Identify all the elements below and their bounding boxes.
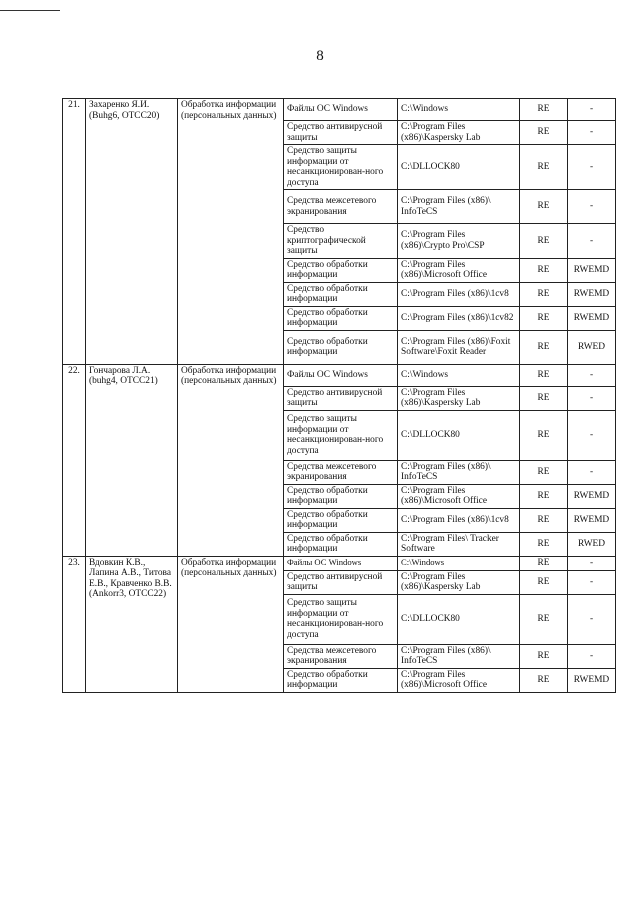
access-rights-user: RWED bbox=[568, 330, 616, 364]
resource-type: Файлы ОС Windows bbox=[284, 99, 398, 121]
resource-path: C:\Program Files (x86)\Microsoft Office bbox=[398, 258, 520, 282]
user-name: Захаренко Я.И. (Buhg6, OTCC20) bbox=[86, 99, 178, 365]
access-rights-user: - bbox=[568, 99, 616, 121]
access-rights-system: RE bbox=[520, 508, 568, 532]
resource-path: C:\Windows bbox=[398, 99, 520, 121]
access-rights-system: RE bbox=[520, 556, 568, 570]
header-rule bbox=[0, 10, 60, 11]
resource-path: C:\Program Files (x86)\Crypto Pro\CSP bbox=[398, 224, 520, 259]
access-rights-system: RE bbox=[520, 460, 568, 484]
access-rights-user: RWED bbox=[568, 532, 616, 556]
access-rights-system: RE bbox=[520, 484, 568, 508]
resource-type: Средство антивирусной защиты bbox=[284, 570, 398, 594]
access-rights-user: - bbox=[568, 145, 616, 190]
resource-path: C:\Program Files (x86)\ InfoTeCS bbox=[398, 190, 520, 224]
resource-type: Средство обработки информации bbox=[284, 306, 398, 330]
resource-path: C:\Program Files (x86)\Kaspersky Lab bbox=[398, 570, 520, 594]
resource-path: C:\Windows bbox=[398, 364, 520, 386]
access-rights-system: RE bbox=[520, 121, 568, 145]
resource-type: Средство обработки информации bbox=[284, 532, 398, 556]
resource-type: Средство антивирусной защиты bbox=[284, 386, 398, 410]
access-rights-system: RE bbox=[520, 410, 568, 460]
processing-purpose: Обработка информации (персональных данных) bbox=[178, 556, 284, 692]
resource-path: C:\Windows bbox=[398, 556, 520, 570]
access-rights-user: - bbox=[568, 190, 616, 224]
resource-type: Средство обработки информации bbox=[284, 258, 398, 282]
resource-path: C:\Program Files (x86)\ InfoTeCS bbox=[398, 460, 520, 484]
resource-path: C:\DLLOCK80 bbox=[398, 145, 520, 190]
table-row bbox=[63, 556, 616, 570]
access-rights-system: RE bbox=[520, 282, 568, 306]
access-rights-user: - bbox=[568, 594, 616, 644]
row-number: 22. bbox=[63, 364, 86, 556]
resource-path: C:\DLLOCK80 bbox=[398, 594, 520, 644]
resource-path: C:\Program Files\ Tracker Software bbox=[398, 532, 520, 556]
access-rights-system: RE bbox=[520, 224, 568, 259]
access-rights-system: RE bbox=[520, 364, 568, 386]
access-rights-user: - bbox=[568, 570, 616, 594]
resource-type: Файлы ОС Windows bbox=[284, 556, 398, 570]
row-number: 21. bbox=[63, 99, 86, 365]
access-rights-system: RE bbox=[520, 145, 568, 190]
resource-type: Средство обработки информации bbox=[284, 508, 398, 532]
resource-type: Средство криптографической защиты bbox=[284, 224, 398, 259]
row-number: 23. bbox=[63, 556, 86, 692]
resource-type: Средства межсетевого экранирования bbox=[284, 190, 398, 224]
user-name: Вдовкин К.В., Лапина А.В., Титова Е.В., Кравченко В.В. (Ankorr3, OTCC22) bbox=[86, 556, 178, 692]
resource-type: Средство защиты информации от несанкционирован-ного доступа bbox=[284, 410, 398, 460]
resource-path: C:\Program Files (x86)\Foxit Software\Foxit Reader bbox=[398, 330, 520, 364]
access-rights-system: RE bbox=[520, 644, 568, 668]
processing-purpose: Обработка информации (персональных данных) bbox=[178, 364, 284, 556]
page-number: 8 bbox=[316, 48, 324, 64]
resource-type: Средство антивирусной защиты bbox=[284, 121, 398, 145]
access-rights-system: RE bbox=[520, 386, 568, 410]
resource-type: Средство обработки информации bbox=[284, 484, 398, 508]
access-rights-user: RWEMD bbox=[568, 484, 616, 508]
access-rights-user: - bbox=[568, 460, 616, 484]
resource-path: C:\DLLOCK80 bbox=[398, 410, 520, 460]
access-rights-user: RWEMD bbox=[568, 508, 616, 532]
resource-type: Средство обработки информации bbox=[284, 668, 398, 692]
resource-type: Средства межсетевого экранирования bbox=[284, 644, 398, 668]
access-rights-table bbox=[62, 98, 616, 693]
resource-path: C:\Program Files (x86)\ InfoTeCS bbox=[398, 644, 520, 668]
access-rights-system: RE bbox=[520, 668, 568, 692]
resource-path: C:\Program Files (x86)\1cv82 bbox=[398, 306, 520, 330]
access-rights-system: RE bbox=[520, 570, 568, 594]
resource-type: Средства межсетевого экранирования bbox=[284, 460, 398, 484]
access-rights-system: RE bbox=[520, 330, 568, 364]
access-rights-system: RE bbox=[520, 306, 568, 330]
resource-path: C:\Program Files (x86)\1cv8 bbox=[398, 508, 520, 532]
resource-path: C:\Program Files (x86)\1cv8 bbox=[398, 282, 520, 306]
table-row bbox=[63, 364, 616, 386]
access-rights-user: RWEMD bbox=[568, 282, 616, 306]
processing-purpose: Обработка информации (персональных данных) bbox=[178, 99, 284, 365]
access-rights-user: RWEMD bbox=[568, 306, 616, 330]
resource-type: Средство защиты информации от несанкционирован-ного доступа bbox=[284, 145, 398, 190]
access-rights-system: RE bbox=[520, 258, 568, 282]
access-rights-user: RWEMD bbox=[568, 668, 616, 692]
resource-path: C:\Program Files (x86)\Microsoft Office bbox=[398, 484, 520, 508]
access-rights-system: RE bbox=[520, 99, 568, 121]
access-rights-user: - bbox=[568, 556, 616, 570]
resource-type: Средство защиты информации от несанкционирован-ного доступа bbox=[284, 594, 398, 644]
access-rights-user: - bbox=[568, 224, 616, 259]
resource-type: Средство обработки информации bbox=[284, 282, 398, 306]
access-rights-user: RWEMD bbox=[568, 258, 616, 282]
access-rights-system: RE bbox=[520, 532, 568, 556]
access-rights-user: - bbox=[568, 364, 616, 386]
table-row bbox=[63, 99, 616, 121]
resource-type: Файлы ОС Windows bbox=[284, 364, 398, 386]
resource-path: C:\Program Files (x86)\Kaspersky Lab bbox=[398, 386, 520, 410]
access-rights-user: - bbox=[568, 410, 616, 460]
user-name: Гончарова Л.А. (buhg4, OTCC21) bbox=[86, 364, 178, 556]
access-rights-user: - bbox=[568, 121, 616, 145]
access-rights-user: - bbox=[568, 386, 616, 410]
access-rights-system: RE bbox=[520, 594, 568, 644]
resource-path: C:\Program Files (x86)\Microsoft Office bbox=[398, 668, 520, 692]
access-rights-user: - bbox=[568, 644, 616, 668]
resource-path: C:\Program Files (x86)\Kaspersky Lab bbox=[398, 121, 520, 145]
resource-type: Средство обработки информации bbox=[284, 330, 398, 364]
access-rights-system: RE bbox=[520, 190, 568, 224]
